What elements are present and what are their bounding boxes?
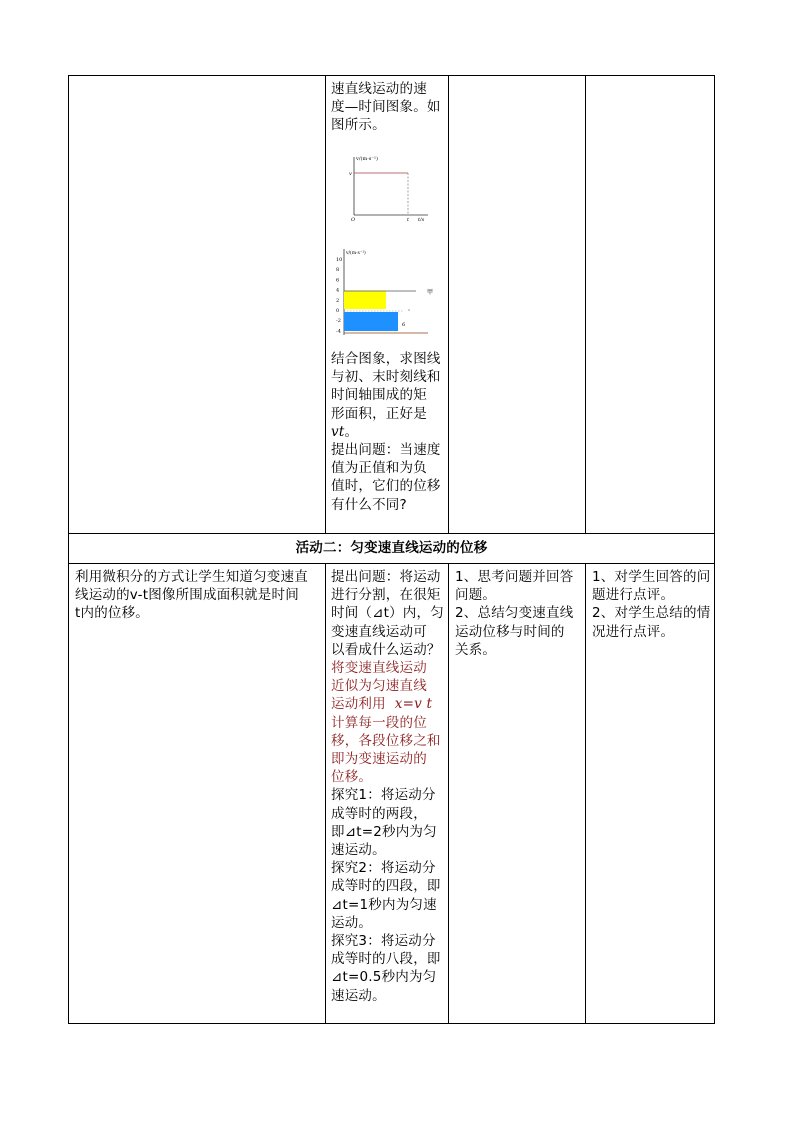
row1-col2-explanation <box>331 350 443 514</box>
text-line: 结合图象，求图线 <box>331 351 441 367</box>
text-line: 关系。 <box>455 641 497 658</box>
col-divider-2-bottom <box>448 563 449 1023</box>
table-bottom-border <box>68 1023 715 1024</box>
text-line: 探究2：将运动分 <box>331 860 436 877</box>
row-divider-2 <box>68 563 715 564</box>
y-tick-label: v <box>349 171 352 177</box>
marker-dot <box>408 309 409 310</box>
x-axis-label: t/s <box>418 217 425 223</box>
col-divider-3-top <box>585 75 586 533</box>
col-divider-1-bottom <box>325 563 326 1023</box>
text-line: 以看成什么运动？ <box>331 641 441 658</box>
text-line: 提出问题：当速度 <box>331 442 441 459</box>
col-divider-1-top <box>325 75 326 533</box>
positive-velocity-area <box>344 291 386 309</box>
text-line: 速运动。 <box>331 842 386 859</box>
y-tick-label: 8 <box>336 267 340 274</box>
text-line <box>331 695 445 713</box>
text-line: 成等时的八段，即 <box>331 951 441 968</box>
velocity-time-graph-2 <box>332 245 437 340</box>
text-line: 度—时间图象。如 <box>331 99 441 116</box>
text-line: 2、总结匀变速直线 <box>455 605 574 622</box>
text-line: 时间轴围成的矩 <box>331 387 427 404</box>
text-line: 探究3：将运动分 <box>331 933 436 950</box>
row3-col3-student-activity <box>455 568 583 659</box>
table-top-border <box>68 75 715 76</box>
y-tick-label: 4 <box>336 287 340 294</box>
y-tick-label: -4 <box>336 328 341 335</box>
text-line: 位移。 <box>331 769 373 786</box>
origin-label: O <box>351 217 356 223</box>
text-line: 成等时的两段， <box>331 805 427 822</box>
text-line: 成等时的四段，即 <box>331 878 441 895</box>
text-fragment: 形面积，正好是 <box>331 405 427 422</box>
y-axis-label: v/(m·s⁻¹) <box>346 251 366 256</box>
formula-x-equals-vt: x=v t <box>394 696 433 713</box>
negative-velocity-area <box>344 312 398 331</box>
text-line: ⊿t=0.5秒内为匀 <box>331 969 437 986</box>
text-fragment: 运动利用 <box>331 696 386 713</box>
text-line: 变速直线运动可 <box>331 623 427 640</box>
text-line: 时间（⊿t）内，匀 <box>331 605 444 622</box>
y-tick-label: 6 <box>336 277 340 284</box>
velocity-time-graph-1 <box>342 153 432 223</box>
text-line: 线运动的v-t图像所围成面积就是时间 <box>75 587 299 604</box>
activity2-title: 活动二：匀变速直线运动的位移 <box>295 540 488 556</box>
text-line: 移，各段位移之和 <box>331 732 441 749</box>
text-line: 有什么不同? <box>331 496 407 513</box>
text-line: 值时，它们的位移 <box>331 478 441 495</box>
col-divider-3-bottom <box>585 563 586 1023</box>
row3-col2-teacher-activity <box>331 568 445 1005</box>
table-right-border <box>714 75 715 1024</box>
text-line: 图所示。 <box>331 117 386 134</box>
row1-col2-intro <box>331 80 443 135</box>
row3-col1-objective <box>75 568 323 623</box>
text-line: 题进行点评。 <box>592 587 675 604</box>
text-line: 值为正值和为负 <box>331 460 427 477</box>
text-line: 问题。 <box>455 587 497 604</box>
text-line: 将变速直线运动 <box>331 660 427 677</box>
y-tick-labels <box>336 257 342 334</box>
text-line: 与初、末时刻线和 <box>331 369 441 386</box>
text-line: 提出问题：将运动 <box>331 569 441 585</box>
text-line: 运动。 <box>331 914 373 931</box>
text-line: 计算每一段的位 <box>331 714 427 731</box>
text-line: 速直线运动的速 <box>331 81 427 97</box>
text-line: ⊿t=1秒内为匀速 <box>331 896 437 913</box>
text-line <box>331 405 443 441</box>
text-line: 即为变速运动的 <box>331 751 427 768</box>
row-divider-1 <box>68 533 715 534</box>
text-line: t内的位移。 <box>75 605 149 622</box>
col-divider-2-top <box>448 75 449 533</box>
text-line: 1、对学生回答的问 <box>592 569 711 585</box>
x-tick-label: t <box>407 217 410 223</box>
text-line: 进行分割，在很矩 <box>331 587 441 604</box>
label-six: 6 <box>402 322 406 328</box>
label-jia: 甲 <box>427 289 434 296</box>
variable-vt: vt <box>331 423 345 440</box>
y-tick-label: -2 <box>336 318 341 325</box>
text-line: 近似为匀速直线 <box>331 678 427 695</box>
text-line: 速运动。 <box>331 987 386 1004</box>
text-line: 1、思考问题并回答 <box>455 569 574 585</box>
text-line: 利用微积分的方式让学生知道匀变速直 <box>75 569 308 585</box>
y-axis-label: v/(m·s⁻¹) <box>356 156 378 162</box>
text-fragment: 。 <box>344 423 359 440</box>
y-tick-label: 2 <box>336 297 340 304</box>
text-line: 2、对学生总结的情 <box>592 605 711 622</box>
text-line: 运动位移与时间的 <box>455 623 565 640</box>
text-line: 即⊿t=2秒内为匀 <box>331 823 437 840</box>
text-line: 况进行点评。 <box>592 623 675 640</box>
text-line: 探究1：将运动分 <box>331 787 436 804</box>
row3-col4-evaluation <box>592 568 712 641</box>
y-tick-label: 0 <box>336 308 340 314</box>
y-tick-label: 10 <box>336 257 343 263</box>
